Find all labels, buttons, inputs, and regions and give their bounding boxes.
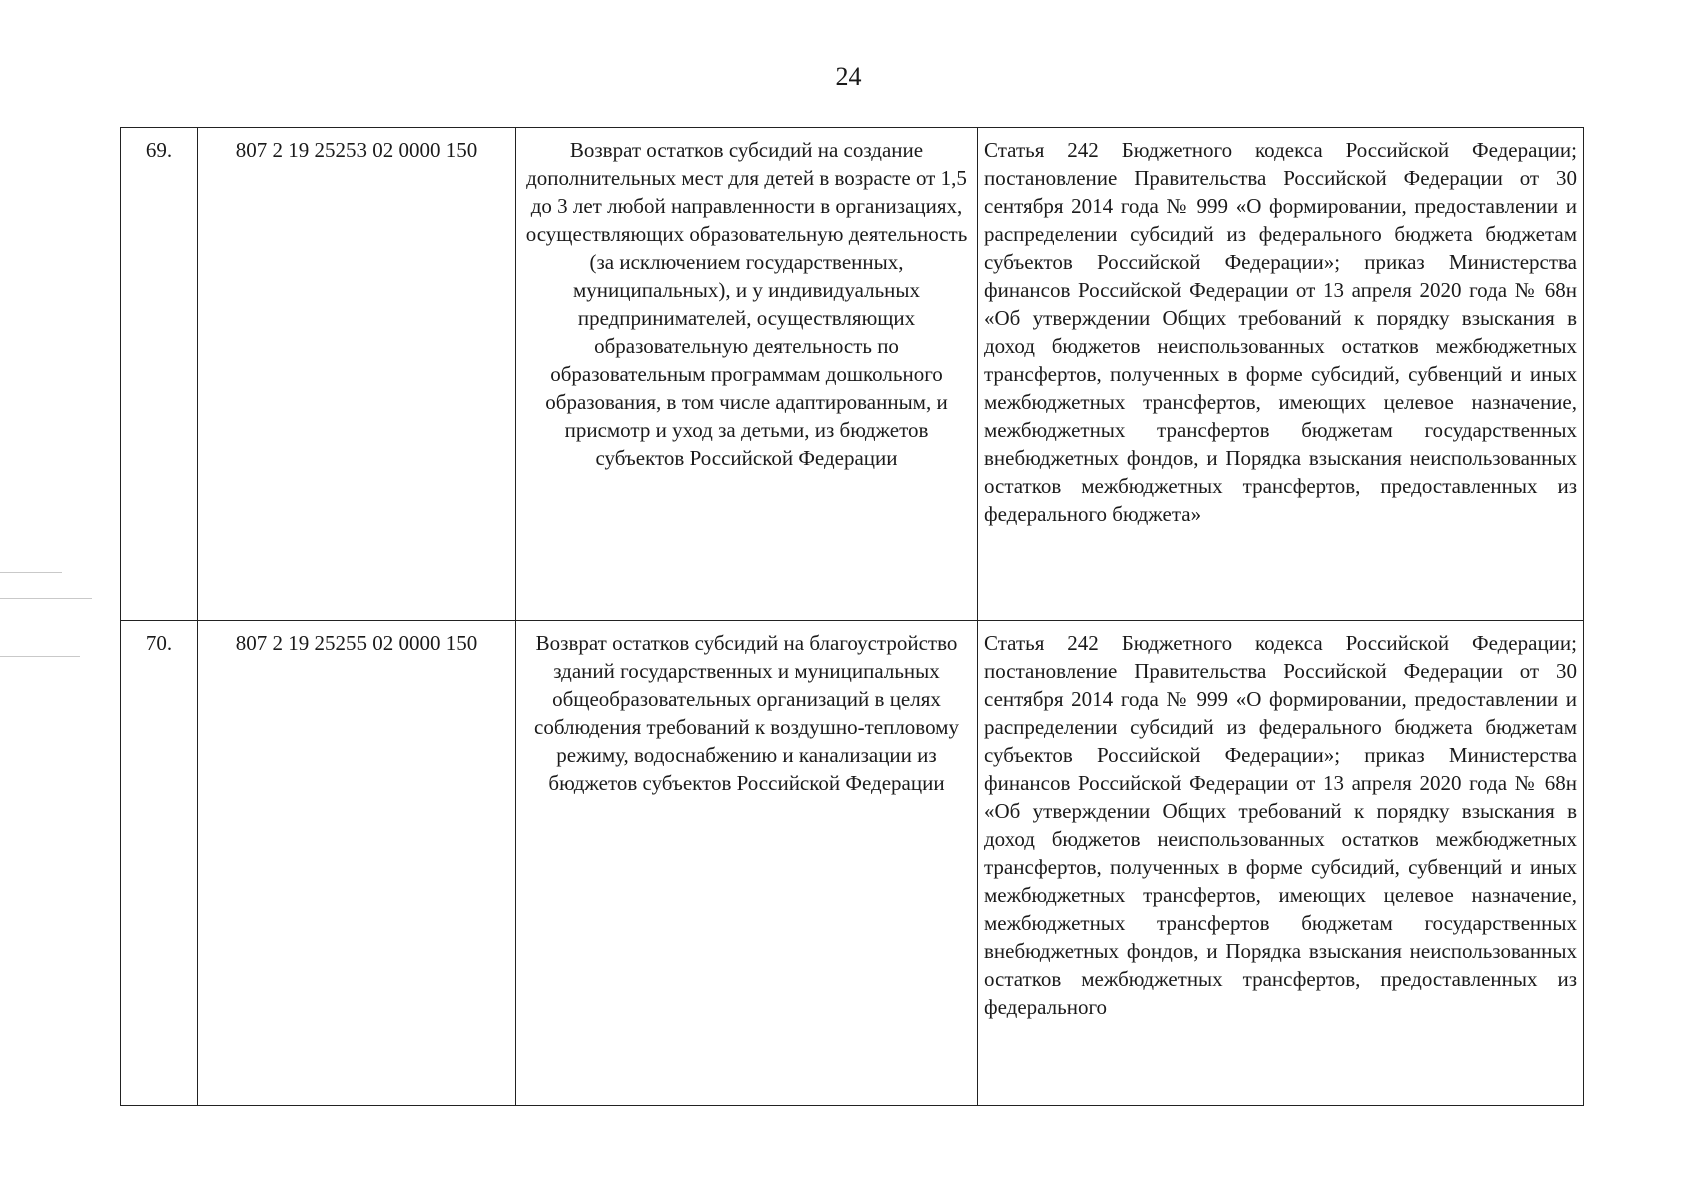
scan-artifact: [0, 598, 92, 599]
page-number: 24: [835, 62, 862, 91]
legal-basis: Статья 242 Бюджетного кодекса Российской Федерации; постановление Правительства Российской Федерации от 30 сентября 2014 года № 999 «О формировании, предоставлении и распределении субсидий из федерального бюджета бюджетам субъектов Российской Федерации»; приказ Министерства финансов Российской Федерации от 13 апреля 2020 года № 68н «Об утверждении Общих требований к порядку взыскания в доход бюджетов неиспользованных остатков межбюджетных трансфертов, полученных в форме субсидий, субвенций и иных межбюджетных трансфертов, имеющих целевое назначение, межбюджетных трансфертов бюджетам государственных внебюджетных фондов, и Порядка взыскания неиспользованных остатков межбюджетных трансфертов, предоставленных из федерального: [984, 631, 1577, 1019]
legal-basis: Статья 242 Бюджетного кодекса Российской Федерации; постановление Правительства Российской Федерации от 30 сентября 2014 года № 999 «О формировании, предоставлении и распределении субсидий из федерального бюджета бюджетам субъектов Российской Федерации»; приказ Министерства финансов Российской Федерации от 13 апреля 2020 года № 68н «Об утверждении Общих требований к порядку взыскания в доход бюджетов неиспользованных остатков межбюджетных трансфертов, полученных в форме субсидий, субвенций и иных межбюджетных трансфертов, имеющих целевое назначение, межбюджетных трансфертов бюджетам государственных внебюджетных фондов, и Порядка взыскания неиспользованных остатков межбюджетных трансфертов, предоставленных из федерального бюджета»: [978, 128, 1584, 621]
scan-artifact: [0, 656, 80, 657]
budget-code: 807 2 19 25253 02 0000 150: [198, 128, 516, 621]
table-row: [121, 621, 1584, 1106]
scan-artifact: [0, 572, 62, 573]
revenue-name: Возврат остатков субсидий на создание дополнительных мест для детей в возрасте от 1,5 до 3 лет любой направленности в организациях, осуществляющих образовательную деятельность (за исключением государственных, муниципальных), и у индивидуальных предпринимателей, осуществляющих образовательную деятельность по образовательным программам дошкольного образования, в том числе адаптированным, и присмотр и уход за детьми, из бюджетов субъектов Российской Федерации: [516, 128, 978, 621]
row-number: 70.: [121, 621, 198, 1106]
budget-code-table: [120, 127, 1584, 1106]
revenue-name: Возврат остатков субсидий на благоустройство зданий государственных и муниципальных общеобразовательных организаций в целях соблюдения требований к воздушно-тепловому режиму, водоснабжению и канализации из бюджетов субъектов Российской Федерации: [516, 621, 978, 1106]
budget-code: 807 2 19 25255 02 0000 150: [198, 621, 516, 1106]
legal-basis-cell: [978, 621, 1584, 1106]
row-number: 69.: [121, 128, 198, 621]
table-row: [121, 128, 1584, 621]
